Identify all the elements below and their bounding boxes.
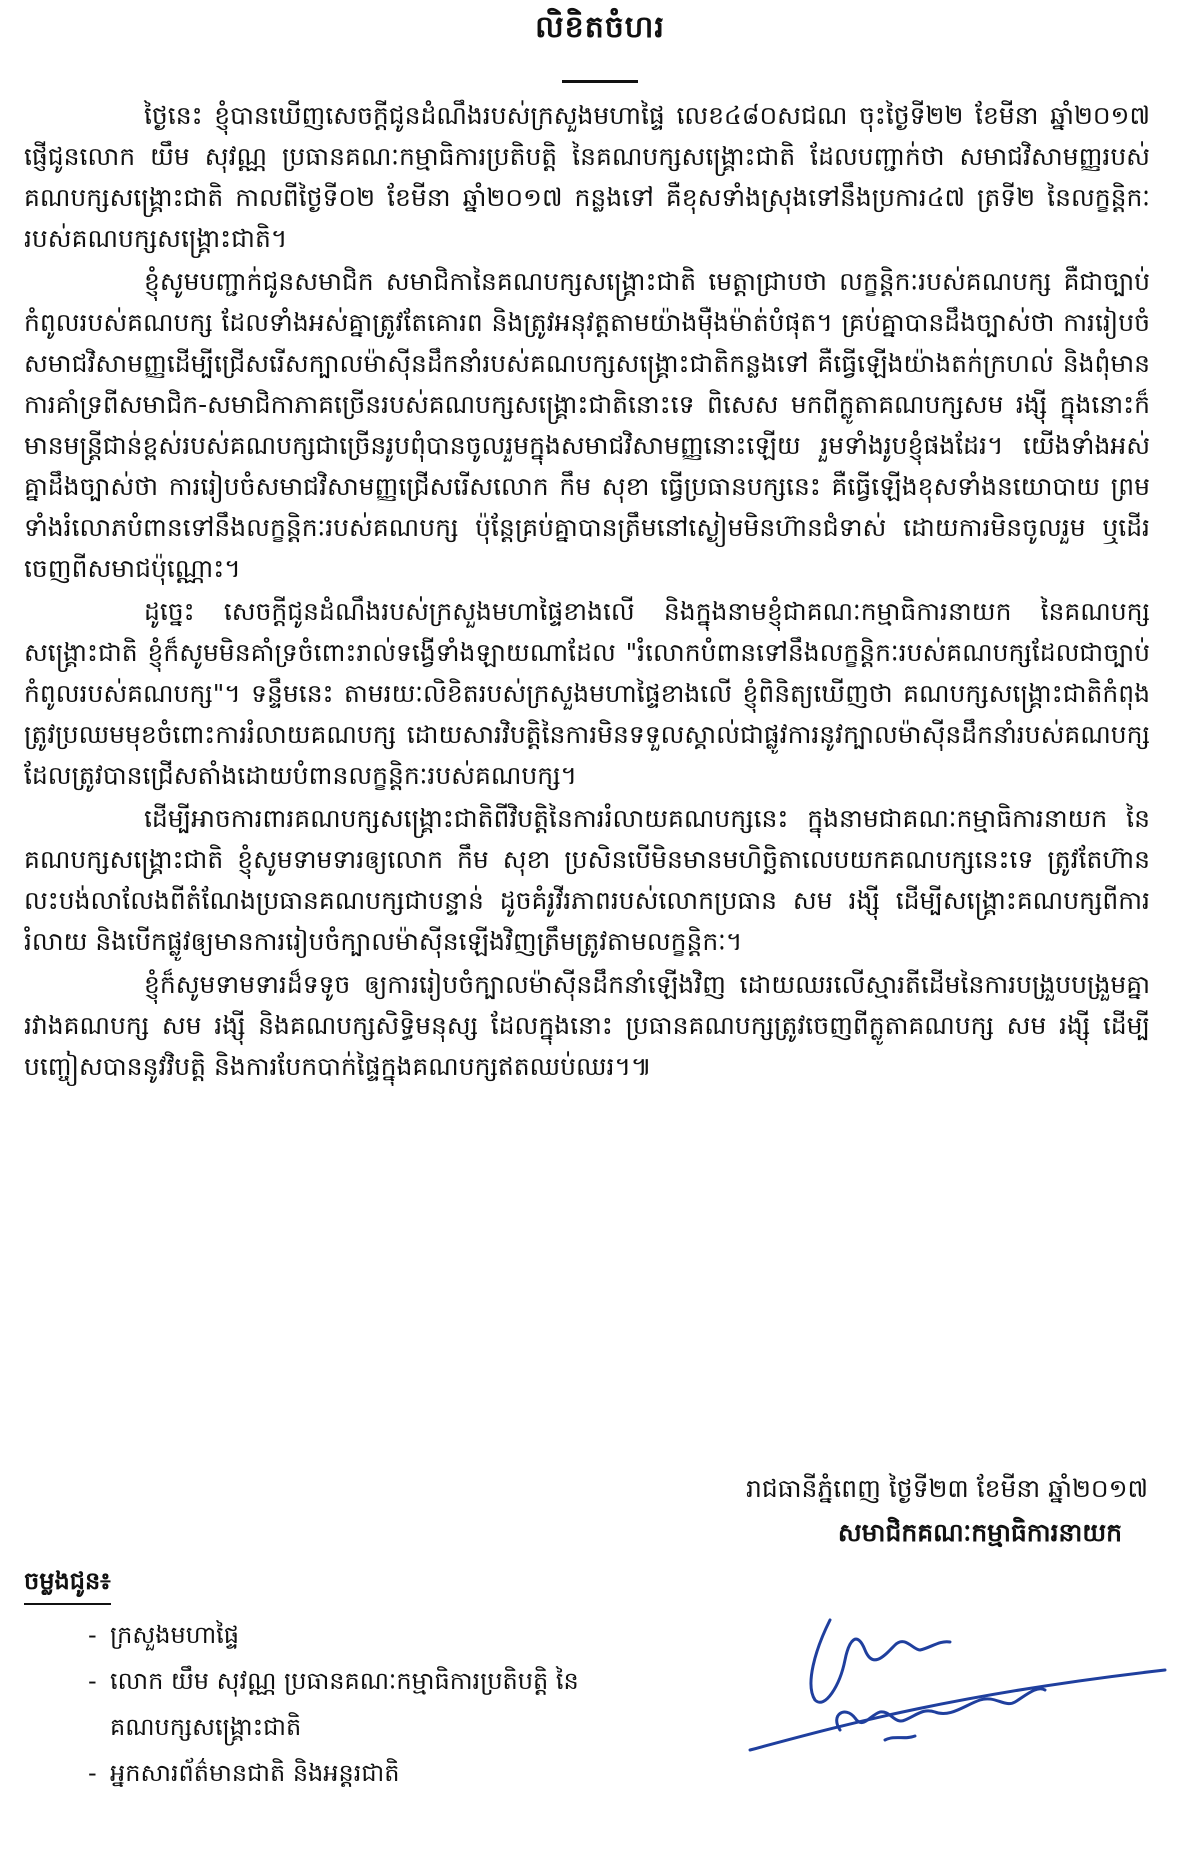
cc-item-label: ក្រសួងមហាផ្ទៃ: [110, 1621, 240, 1649]
title-underline: [562, 80, 638, 83]
letter-title: លិខិតចំហរ: [535, 10, 665, 45]
handwritten-signature: [745, 1590, 1175, 1770]
cc-heading: ចម្លងជូន៖: [24, 1566, 111, 1605]
cc-dash: -: [88, 1667, 97, 1695]
paragraph-2: ខ្ញុំសូមបញ្ជាក់ជូនសមាជិក សមាជិកានៃគណបក្សសង្គ្រោះជាតិ មេត្តាជ្រាបថា លក្ខន្តិកៈរបស់គណបក្ស គឺជាច្បាប់កំពូលរបស់គណបក្ស ដែលទាំងអស់គ្នាត្រូវតែគោរព និងត្រូវអនុវត្តតាមយ៉ាងម៉ឺងម៉ាត់បំផុត។ គ្រប់គ្នាបានដឹងច្បាស់ថា ការរៀបចំសមាជវិសាមញ្ញដើម្បីជ្រើសរើសក្បាលម៉ាស៊ីនដឹកនាំរបស់គណបក្សសង្គ្រោះជាតិកន្លងទៅ គឺធ្វើឡើងយ៉ាងតក់ក្រហល់ និងពុំមានការគាំទ្រពីសមាជិក-សមាជិកាភាគច្រើនរបស់គណបក្សសង្គ្រោះជាតិនោះទេ ពិសេស មកពីក្លូតាគណបក្សសម រង្ស៊ី ក្នុងនោះក៏មានមន្ត្រីជាន់ខ្ពស់របស់គណបក្សជាច្រើនរូបពុំបានចូលរួមក្នុងសមាជវិសាមញ្ញនោះឡើយ រួមទាំងរូបខ្ញុំផងដែរ។ យើងទាំងអស់គ្នាដឹងច្បាស់ថា ការរៀបចំសមាជវិសាមញ្ញជ្រើសរើសលោក កឹម សុខា ធ្វើប្រធានបក្សនេះ គឺធ្វើឡើងខុសទាំងនយោបាយ ព្រមទាំងរំលោភបំពានទៅនឹងលក្ខន្តិកៈរបស់គណបក្ស ប៉ុន្តែគ្រប់គ្នាបានត្រឹមនៅស្ងៀមមិនហ៊ានជំទាស់ ដោយការមិនចូលរួម ឬដើរចេញពីសមាជប៉ុណ្ណោះ។: [24, 267, 1150, 583]
cc-item-label: អ្នកសារព័ត៌មានជាតិ និងអន្តរជាតិ: [110, 1759, 400, 1787]
cc-list: [88, 1612, 648, 1796]
paragraph-3: ដូច្នេះ សេចក្តីជូនដំណឹងរបស់ក្រសួងមហាផ្ទៃខាងលើ និងក្នុងនាមខ្ញុំជាគណៈកម្មាធិការនាយក នៃគណបក្សសង្គ្រោះជាតិ ខ្ញុំក៏សូមមិនគាំទ្រចំពោះរាល់ទង្វើទាំងឡាយណាដែល "រំលោកបំពានទៅនឹងលក្ខន្តិកៈរបស់គណបក្សដែលជាច្បាប់កំពូលរបស់គណបក្ស"។ ទន្ទឹមនេះ តាមរយៈលិខិតរបស់ក្រសួងមហាផ្ទៃខាងលើ ខ្ញុំពិនិត្យឃើញថា គណបក្សសង្គ្រោះជាតិកំពុងត្រូវប្រឈមមុខចំពោះការរំលាយគណបក្ស ដោយសារវិបត្តិនៃការមិនទទួលស្គាល់ជាផ្លូវការនូវក្បាលម៉ាស៊ីនដឹកនាំរបស់គណបក្សដែលត្រូវបានជ្រើសតាំងដោយបំពានលក្ខន្តិកៈរបស់គណបក្ស។: [24, 597, 1150, 790]
letter-body: [24, 95, 1150, 1089]
cc-item: [88, 1750, 648, 1796]
paragraph-5: ខ្ញុំក៏សូមទាមទារដ៏ទទូច ឲ្យការរៀបចំក្បាលម៉ាស៊ីនដឹកនាំឡើងវិញ ដោយឈរលើស្មារតីដើមនៃការបង្រួបបង្រួមគ្នារវាងគណបក្ស សម រង្ស៊ី និងគណបក្សសិទ្ធិមនុស្ស ដែលក្នុងនោះ ប្រធានគណបក្សត្រូវចេញពីក្លូតាគណបក្ស សម រង្ស៊ី ដើម្បីបញ្ចៀសបាននូវវិបត្តិ និងការបែកបាក់ផ្ទៃក្នុងគណបក្សឥតឈប់ឈរ។៕: [24, 970, 1150, 1081]
cc-item: [88, 1658, 648, 1750]
cc-item-label: លោក យឹម សុវណ្ណ ប្រធានគណៈកម្មាធិការប្រតិបត្តិ នៃគណបក្សសង្គ្រោះជាតិ: [110, 1667, 579, 1741]
cc-item: [88, 1612, 648, 1658]
place-and-date: រាជធានីភ្នំពេញ ថ្ងៃទី២៣ ខែមីនា ឆ្នាំ២០១៧: [745, 1474, 1148, 1503]
paragraph-1: ថ្ងៃនេះ ខ្ញុំបានឃើញសេចក្តីជូនដំណឹងរបស់ក្រសួងមហាផ្ទៃ លេខ៤៨០សជណ ចុះថ្ងៃទី២២ ខែមីនា ឆ្នាំ២០១៧ ផ្ញើជូនលោក យឹម សុវណ្ណ ប្រធានគណៈកម្មាធិការប្រតិបត្តិ នៃគណបក្សសង្គ្រោះជាតិ ដែលបញ្ជាក់ថា សមាជវិសាមញ្ញរបស់គណបក្សសង្គ្រោះជាតិ កាលពីថ្ងៃទី០២ ខែមីនា ឆ្នាំ២០១៧ កន្លងទៅ គឺខុសទាំងស្រុងទៅនឹងប្រការ៤៧ ត្រទី២ នៃលក្ខន្តិកៈរបស់គណបក្សសង្គ្រោះជាតិ។: [24, 101, 1150, 253]
cc-dash: -: [88, 1759, 97, 1787]
cc-dash: -: [88, 1621, 97, 1649]
signer-title: សមាជិកគណៈកម្មាធិការនាយក: [837, 1518, 1122, 1547]
paragraph-4: ដើម្បីអាចការពារគណបក្សសង្គ្រោះជាតិពីវិបត្តិនៃការរំលាយគណបក្សនេះ ក្នុងនាមជាគណៈកម្មាធិការនាយក នៃគណបក្សសង្គ្រោះជាតិ ខ្ញុំសូមទាមទារឲ្យលោក កឹម សុខា ប្រសិនបើមិនមានមហិច្ឆិតាលេបយកគណបក្សនេះទេ ត្រូវតែហ៊ានលះបង់លាលែងពីតំណែងប្រធានគណបក្សជាបន្ទាន់ ដូចគំរូវីរភាពរបស់លោកប្រធាន សម រង្ស៊ី ដើម្បីសង្គ្រោះគណបក្សពីការរំលាយ និងបើកផ្លូវឲ្យមានការរៀបចំក្បាលម៉ាស៊ីនឡើងវិញត្រឹមត្រូវតាមលក្ខន្តិកៈ។: [24, 804, 1150, 956]
